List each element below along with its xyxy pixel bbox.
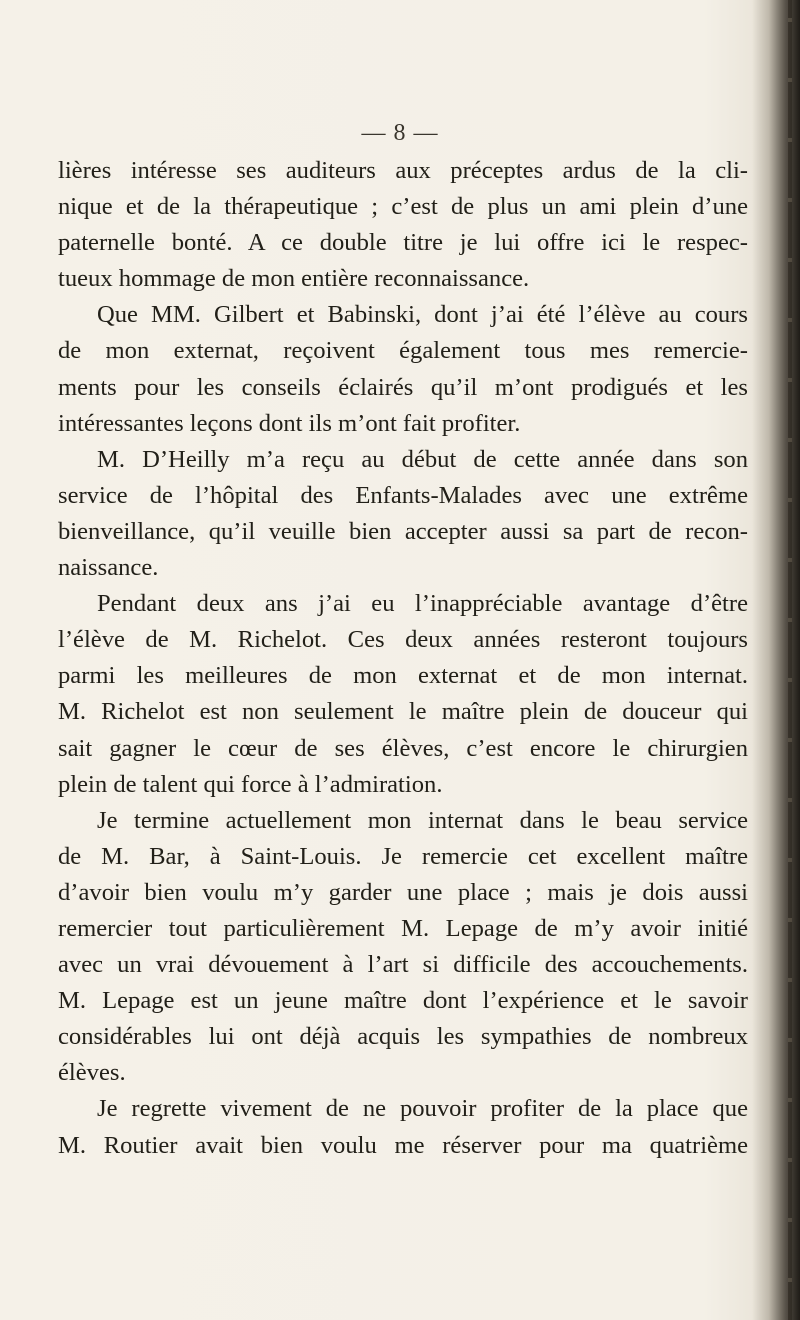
- text-line: M. Richelot est non seulement le maître plein de douceur qui: [58, 698, 748, 726]
- text-line: ments pour les conseils éclairés qu’il m’ont prodigués et les: [58, 373, 748, 401]
- text-line: M. Lepage est un jeune maître dont l’expérience et le savoir: [58, 987, 748, 1015]
- text-line: paternelle bonté. A ce double titre je lui offre ici le respec-: [58, 229, 748, 257]
- text-line: service de l’hôpital des Enfants-Malades avec une extrême: [58, 481, 748, 509]
- paragraph-start-line: M. D’Heilly m’a reçu au début de cette année dans son: [97, 445, 748, 473]
- text-line: élèves.: [58, 1059, 126, 1087]
- paragraph-start-line: Que MM. Gilbert et Babinski, dont j’ai été l’élève au cours: [97, 301, 748, 329]
- text-line: lières intéresse ses auditeurs aux préceptes ardus de la cli-: [58, 157, 748, 184]
- text-line: de M. Bar, à Saint-Louis. Je remercie cet excellent maître: [58, 842, 748, 870]
- page-binding-edge: [752, 0, 800, 1320]
- body-text: [58, 153, 748, 1164]
- text-line: naissance.: [58, 554, 159, 582]
- text-line: l’élève de M. Richelot. Ces deux années resteront toujours: [58, 626, 748, 654]
- paragraph-start-line: Pendant deux ans j’ai eu l’inappréciable avantage d’être: [97, 590, 748, 618]
- text-line: considérables lui ont déjà acquis les sympathies de nombreux: [58, 1023, 748, 1051]
- text-line: parmi les meilleures de mon externat et de mon internat.: [58, 662, 748, 690]
- text-line: sait gagner le cœur de ses élèves, c’est encore le chirurgien: [58, 734, 748, 762]
- text-line: de mon externat, reçoivent également tous mes remercie-: [58, 337, 748, 365]
- text-line: nique et de la thérapeutique ; c’est de plus un ami plein d’une: [58, 193, 748, 221]
- paragraph-start-line: Je regrette vivement de ne pouvoir profiter de la place que: [97, 1095, 748, 1123]
- text-line: M. Routier avait bien voulu me réserver pour ma quatrième: [58, 1131, 748, 1159]
- text-line: bienveillance, qu’il veuille bien accepter aussi sa part de recon-: [58, 517, 748, 545]
- text-line: tueux hommage de mon entière reconnaissance.: [58, 265, 530, 293]
- paragraph-start-line: Je termine actuellement mon internat dans le beau service: [97, 806, 748, 834]
- text-line: remercier tout particulièrement M. Lepage de m’y avoir initié: [58, 914, 748, 942]
- text-line: d’avoir bien voulu m’y garder une place ; mais je dois aussi: [58, 878, 748, 906]
- page-number: — 8 —: [361, 120, 439, 146]
- text-line: plein de talent qui force à l’admiration.: [58, 770, 443, 798]
- text-line: avec un vrai dévouement à l’art si difficile des accouchements.: [58, 951, 748, 979]
- text-line: intéressantes leçons dont ils m’ont fait profiter.: [58, 409, 521, 437]
